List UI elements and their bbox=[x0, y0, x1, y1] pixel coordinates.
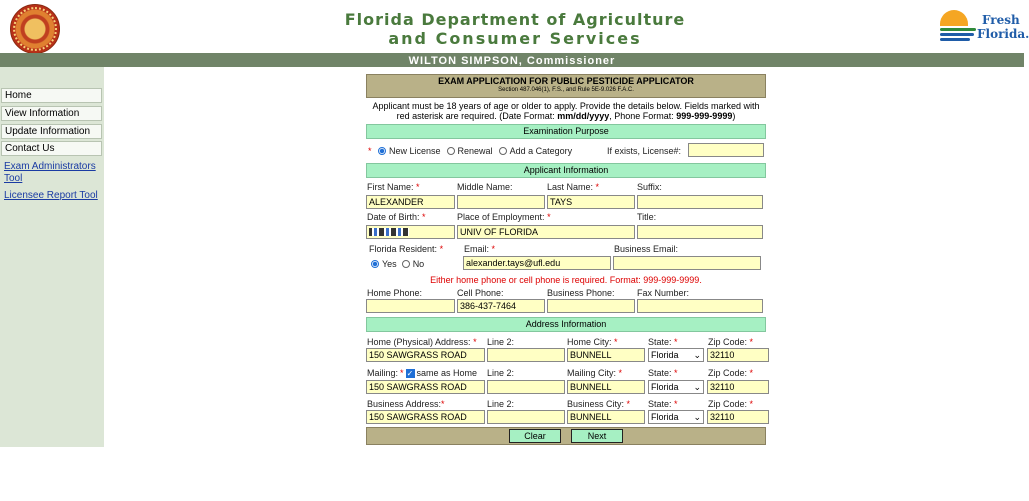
home-line2-input[interactable] bbox=[487, 348, 565, 362]
intro-text: , Phone Format: bbox=[609, 111, 677, 121]
next-button[interactable]: Next bbox=[571, 429, 623, 443]
business-email-label: Business Email: bbox=[614, 244, 679, 254]
business-line2-input[interactable] bbox=[487, 410, 565, 424]
wave-icon bbox=[940, 28, 976, 31]
mailing-state-value: Florida bbox=[651, 382, 679, 392]
home-phone-input[interactable] bbox=[366, 299, 455, 313]
business-state-value: Florida bbox=[651, 412, 679, 422]
sidebar-item-view-information[interactable]: View Information bbox=[1, 106, 102, 121]
mailing-state-label: State: * bbox=[648, 368, 678, 378]
mailing-line2-label: Line 2: bbox=[487, 368, 515, 378]
business-address-label: Business Address:* bbox=[367, 399, 445, 409]
home-state-value: Florida bbox=[651, 350, 679, 360]
cell-phone-label: Cell Phone: bbox=[457, 288, 504, 298]
phone-format: 999-999-9999 bbox=[676, 111, 733, 121]
home-state-label: State: * bbox=[648, 337, 678, 347]
mailing-line2-input[interactable] bbox=[487, 380, 565, 394]
radio-label: Yes bbox=[382, 259, 397, 269]
form-intro-line2 bbox=[366, 111, 766, 121]
clear-button[interactable]: Clear bbox=[509, 429, 561, 443]
home-address-input[interactable]: 150 SAWGRASS ROAD bbox=[366, 348, 485, 362]
home-city-input[interactable]: BUNNELL bbox=[567, 348, 645, 362]
radio-label: New License bbox=[389, 146, 441, 156]
business-phone-label: Business Phone: bbox=[547, 288, 615, 298]
mailing-city-label: Mailing City: * bbox=[567, 368, 623, 378]
commissioner-name: WILTON SIMPSON, Commissioner bbox=[408, 55, 616, 67]
fresh-florida-logo-text: Florida. bbox=[977, 27, 1029, 41]
required-asterisk: * bbox=[400, 368, 404, 378]
chevron-down-icon: ⌄ bbox=[693, 411, 701, 422]
middle-name-label: Middle Name: bbox=[457, 182, 513, 192]
radio-resident-yes[interactable] bbox=[371, 260, 379, 268]
intro-text: ) bbox=[732, 111, 736, 121]
employment-label: Place of Employment: * bbox=[457, 212, 551, 222]
resident-options bbox=[371, 259, 424, 269]
business-city-label: Business City: * bbox=[567, 399, 631, 409]
mailing-zip-input[interactable]: 32110 bbox=[707, 380, 769, 394]
title-input[interactable] bbox=[637, 225, 763, 239]
resident-label: Florida Resident: * bbox=[369, 244, 444, 254]
form-subtitle: Section 487.046(1), F.S., and Rule 5E-9.026 F.A.C. bbox=[498, 87, 634, 93]
suffix-input[interactable] bbox=[637, 195, 763, 209]
purpose-options bbox=[378, 146, 572, 156]
chevron-down-icon: ⌄ bbox=[693, 349, 701, 360]
home-zip-input[interactable]: 32110 bbox=[707, 348, 769, 362]
dob-label: Date of Birth: * bbox=[367, 212, 426, 222]
intro-text: red asterisk are required. (Date Format: bbox=[396, 111, 558, 121]
radio-renewal[interactable] bbox=[447, 147, 455, 155]
last-name-label: Last Name: * bbox=[547, 182, 600, 192]
first-name-label: First Name: * bbox=[367, 182, 420, 192]
dob-input[interactable] bbox=[366, 225, 455, 239]
business-city-input[interactable]: BUNNELL bbox=[567, 410, 645, 424]
email-label: Email: * bbox=[464, 244, 496, 254]
same-as-home-label: same as Home bbox=[416, 368, 478, 378]
phone-requirement-note: Either home phone or cell phone is required. Format: 999-999-9999. bbox=[430, 275, 702, 285]
wave-icon bbox=[940, 33, 974, 36]
employment-input[interactable]: UNIV OF FLORIDA bbox=[457, 225, 635, 239]
radio-label: Add a Category bbox=[509, 146, 573, 156]
cell-phone-input[interactable]: 386-437-7464 bbox=[457, 299, 545, 313]
same-as-home-checkbox[interactable]: ✓ bbox=[406, 368, 414, 378]
fresh-florida-logo-text: Fresh bbox=[982, 13, 1020, 27]
sidebar-item-contact-us[interactable]: Contact Us bbox=[1, 141, 102, 156]
sidebar-item-home[interactable]: Home bbox=[1, 88, 102, 103]
sidebar-link-exam-administrators[interactable]: Exam Administrators Tool bbox=[4, 161, 96, 184]
home-line2-label: Line 2: bbox=[487, 337, 515, 347]
business-state-select[interactable] bbox=[648, 410, 704, 424]
chevron-down-icon: ⌄ bbox=[693, 381, 701, 392]
radio-label: No bbox=[412, 259, 425, 269]
redacted-dob bbox=[369, 228, 409, 236]
home-zip-label: Zip Code: * bbox=[708, 337, 754, 347]
first-name-input[interactable]: ALEXANDER bbox=[366, 195, 455, 209]
date-format: mm/dd/yyyy bbox=[557, 111, 610, 121]
state-seal-ring bbox=[13, 7, 57, 51]
title-label: Title: bbox=[637, 212, 657, 222]
mailing-state-select[interactable] bbox=[648, 380, 704, 394]
suffix-label: Suffix: bbox=[637, 182, 662, 192]
business-address-input[interactable]: 150 SAWGRASS ROAD bbox=[366, 410, 485, 424]
mailing-label-group bbox=[367, 368, 477, 378]
radio-label: Renewal bbox=[457, 146, 493, 156]
form-intro-line1: Applicant must be 18 years of age or older to apply. Provide the details below. Fields marked with bbox=[372, 101, 760, 111]
license-number-input[interactable] bbox=[688, 143, 764, 157]
home-address-label: Home (Physical) Address: * bbox=[367, 337, 477, 347]
agency-title-line1: Florida Department of Agriculture bbox=[344, 10, 686, 29]
business-line2-label: Line 2: bbox=[487, 399, 515, 409]
home-city-label: Home City: * bbox=[567, 337, 618, 347]
section-header-address: Address Information bbox=[366, 317, 766, 332]
middle-name-input[interactable] bbox=[457, 195, 545, 209]
license-number-label: If exists, License#: bbox=[607, 146, 682, 156]
wave-icon bbox=[940, 38, 970, 41]
mailing-zip-label: Zip Code: * bbox=[708, 368, 754, 378]
form-footer-bar bbox=[366, 427, 766, 445]
business-state-label: State: * bbox=[648, 399, 678, 409]
last-name-input[interactable]: TAYS bbox=[547, 195, 635, 209]
fax-input[interactable] bbox=[637, 299, 763, 313]
home-phone-label: Home Phone: bbox=[367, 288, 423, 298]
email-input[interactable]: alexander.tays@ufl.edu bbox=[463, 256, 611, 270]
business-zip-label: Zip Code: * bbox=[708, 399, 754, 409]
home-state-select[interactable] bbox=[648, 348, 704, 362]
required-asterisk: * bbox=[368, 146, 372, 156]
mailing-address-input[interactable]: 150 SAWGRASS ROAD bbox=[366, 380, 485, 394]
business-email-input[interactable] bbox=[613, 256, 761, 270]
radio-new-license[interactable] bbox=[378, 147, 386, 155]
business-zip-input[interactable]: 32110 bbox=[707, 410, 769, 424]
agency-title-line2: and Consumer Services bbox=[388, 29, 642, 48]
mailing-city-input[interactable]: BUNNELL bbox=[567, 380, 645, 394]
radio-resident-no[interactable] bbox=[402, 260, 410, 268]
sidebar-item-update-information[interactable]: Update Information bbox=[1, 124, 102, 139]
fax-label: Fax Number: bbox=[637, 288, 690, 298]
section-header-applicant: Applicant Information bbox=[366, 163, 766, 178]
mailing-label: Mailing: bbox=[367, 368, 399, 378]
radio-add-category[interactable] bbox=[499, 147, 507, 155]
form-title: EXAM APPLICATION FOR PUBLIC PESTICIDE APPLICATOR bbox=[438, 76, 694, 86]
sidebar-link-licensee-report[interactable]: Licensee Report Tool bbox=[4, 190, 98, 201]
business-phone-input[interactable] bbox=[547, 299, 635, 313]
section-header-exam-purpose: Examination Purpose bbox=[366, 124, 766, 139]
